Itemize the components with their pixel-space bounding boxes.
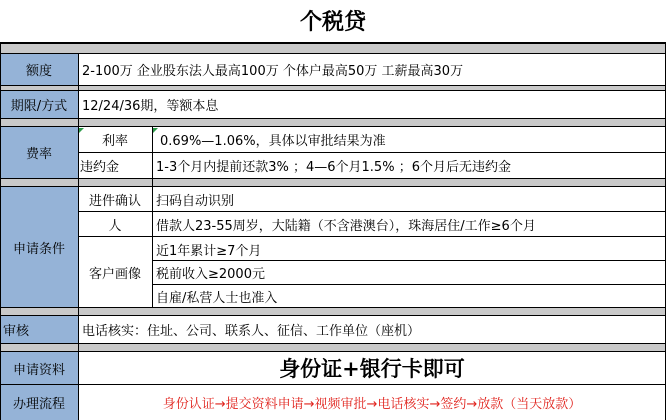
penalty-value: 1-3个月内提前还款3% ；4—6个月1.5% ；6个月后无违约金 xyxy=(156,160,511,175)
person-label: 人 xyxy=(108,218,122,234)
gridline xyxy=(78,53,79,420)
gridline xyxy=(0,90,666,91)
gridline xyxy=(0,85,666,86)
cell-marker-icon xyxy=(79,128,84,133)
gridline xyxy=(0,53,666,54)
review-label: 审核 xyxy=(0,316,78,343)
amount-label: 额度 xyxy=(0,54,78,85)
gridline xyxy=(152,284,666,285)
gridline xyxy=(152,126,153,307)
profile-item: 自雇/私营人士也准入 xyxy=(156,290,278,306)
gridline xyxy=(0,178,666,179)
gridline xyxy=(0,384,666,385)
gridline xyxy=(78,211,666,212)
profile-item: 税前收入≥2000元 xyxy=(156,267,265,282)
gridline xyxy=(0,118,666,119)
interest-value: 0.69%—1.06%，具体以审批结果为准 xyxy=(160,134,386,149)
term-value: 12/24/36期，等额本息 xyxy=(82,99,219,114)
page-title: 个税贷 xyxy=(299,8,366,35)
penalty-label: 违约金 xyxy=(80,160,120,175)
gridline xyxy=(0,42,666,44)
gridline xyxy=(0,186,666,187)
entry-confirm-label: 进件确认 xyxy=(88,193,141,209)
documents-value: 身份证+银行卡即可 xyxy=(279,356,465,381)
process-label: 办理流程 xyxy=(0,385,78,420)
gridline xyxy=(0,315,666,316)
separator xyxy=(0,44,666,53)
gridline xyxy=(78,152,666,153)
documents-label: 申请资料 xyxy=(0,352,78,384)
person-value: 借款人23-55周岁，大陆籍（不含港澳台），珠海居住/工作≥6个月 xyxy=(156,218,536,234)
term-label: 期限/方式 xyxy=(0,91,78,118)
fee-label: 费率 xyxy=(0,127,78,178)
gridline xyxy=(0,42,1,420)
cell-marker-icon xyxy=(153,128,158,133)
gridline xyxy=(152,260,666,261)
review-value: 电话核实：住址、公司、联系人、征信、工作单位（座机） xyxy=(82,324,421,339)
interest-label: 利率 xyxy=(101,134,128,149)
gridline xyxy=(78,236,666,237)
conditions-label: 申请条件 xyxy=(0,187,78,307)
entry-confirm-value: 扫码自动识别 xyxy=(156,193,235,209)
profile-item: 近1年累计≥7个月 xyxy=(156,243,262,259)
separator xyxy=(0,178,666,186)
gridline xyxy=(0,351,666,352)
separator xyxy=(0,343,666,351)
gridline xyxy=(0,126,666,127)
separator xyxy=(0,307,666,315)
gridline xyxy=(0,343,666,344)
gridline xyxy=(0,307,666,308)
process-value: 身份认证→提交资料申请→视频审批→电话核实→签约→放款（当天放款） xyxy=(162,397,582,412)
separator xyxy=(0,118,666,126)
amount-value: 2-100万 企业股东法人最高100万 个体户最高50万 工薪最高30万 xyxy=(82,64,464,79)
customer-profile-label: 客户画像 xyxy=(88,266,141,282)
